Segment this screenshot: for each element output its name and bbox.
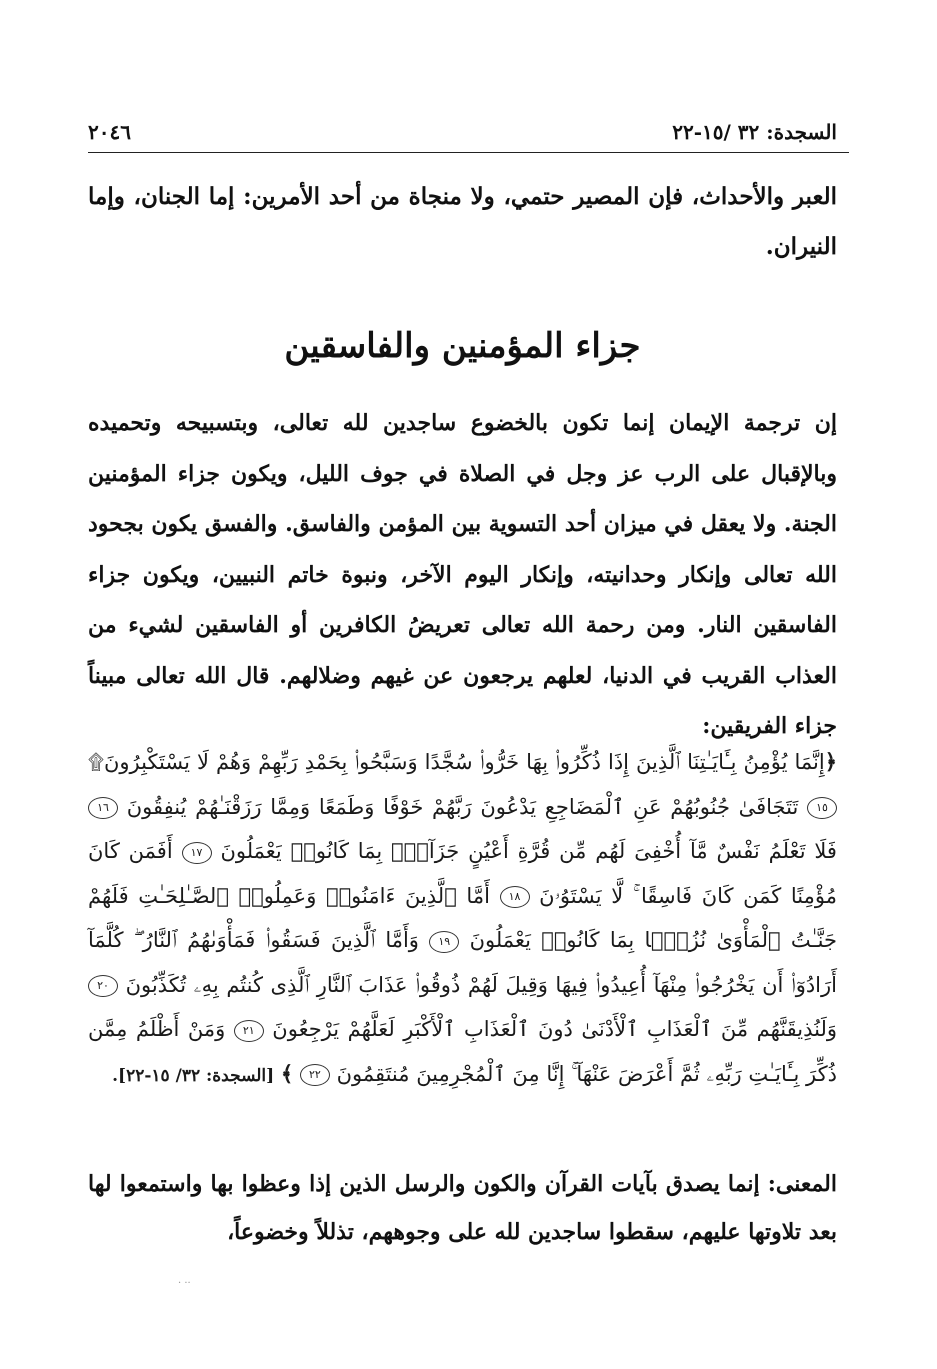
verse-text: وَأَمَّا ٱلَّذِينَ فَسَقُوا۟ فَمَأْوَىٰهُمُ ٱلنَّارُ ۖ كُلَّمَآ أَرَادُوٓا۟ أَن يَخْرُجُوا۟ مِنْهَآ أُعِيدُوا۟ فِيهَا وَقِيلَ لَهُمْ ذُوقُوا۟ عَذَابَ ٱلنَّارِ ٱلَّذِى كُنتُم بِهِۦ تُكَذِّبُونَ	[88, 928, 837, 997]
carry-over-paragraph: العبر والأحداث، فإن المصير حتمي، ولا منجاة من أحد الأمرين: إما الجنان، وإما النيران.	[88, 183, 837, 260]
quran-open-bracket: ﴿	[824, 749, 837, 774]
header-rule	[88, 152, 849, 153]
page-number: ٢٠٤٦	[88, 120, 131, 144]
surah-reference: السجدة: ٣٢ /١٥-٢٢	[672, 120, 837, 144]
verse-text: وَمَنْ أَظْلَمُ مِمَّن ذُكِّرَ بِـَٔايَـٰتِ رَبِّهِۦ ثُمَّ أَعْرَضَ عَنْهَآ ۚ إِنَّا مِنَ ٱلْمُجْرِمِينَ مُنتَقِمُونَ	[88, 1017, 837, 1086]
verse-text: فَلَا تَعْلَمُ نَفْسٌ مَّآ أُخْفِىَ لَهُم مِّن قُرَّةِ أَعْيُنٍ جَزَآءًۢ بِمَا كَانُوا۟ يَعْمَلُونَ	[220, 839, 837, 863]
verse-number: ٢١	[234, 1020, 264, 1042]
verse-text: تَتَجَافَىٰ جُنُوبُهُمْ عَنِ ٱلْمَضَاجِعِ يَدْعُونَ رَبَّهُمْ خَوْفًا وَطَمَعًا وَمِمَّا رَزَقْنَـٰهُمْ يُنفِقُونَ	[126, 794, 799, 819]
quran-close-bracket: ﴾	[280, 1060, 294, 1086]
verse-text: إِنَّمَا يُؤْمِنُ بِـَٔايَـٰتِنَا ٱلَّذِينَ إِذَا ذُكِّرُوا۟ بِهَا خَرُّوا۟ سُجَّدًا وَسَبَّحُوا۟ بِحَمْدِ رَبِّهِمْ وَهُمْ لَا يَسْتَكْبِرُونَ۩	[88, 750, 825, 774]
verse-number: ٢٢	[300, 1064, 330, 1086]
verse-number: ١٩	[429, 931, 459, 953]
meaning-paragraph: المعنى: إنما يصدق بآيات القرآن والكون والرسل الذين إذا وعظوا بها واستمعوا لها بعد تلاوتها عليهم، سقطوا ساجدين لله على وجوههم، تذللاً وخضوعاً،	[88, 1171, 837, 1245]
verse-number: ١٧	[182, 842, 212, 864]
verse-text: أَفَمَن كَانَ مُؤْمِنًا كَمَن كَانَ فَاسِقًا ۚ لَّا يَسْتَوُۥنَ	[88, 839, 837, 908]
stray-marks: ·· ·	[178, 1278, 191, 1289]
verse-number: ١٨	[500, 886, 530, 908]
verse-number: ١٥	[807, 797, 837, 819]
intro-paragraph: إن ترجمة الإيمان إنما تكون بالخضوع ساجدين لله تعالى، وبتسبيحه وتحميده وبالإقبال على الرب عز وجل في الصلاة في جوف الليل، ويكون جزاء المؤمنين الجنة. ولا يعقل في ميزان أحد التسوية بين المؤمن والفاسق. والفسق يكون بجحود الله تعالى وإنكار وحدانيته، وإنكار اليوم الآخر، ونبوة خاتم النبيين، ويكون جزاء الفاسقين النار. ومن رحمة الله تعالى تعريضُ الكافرين أو الفاسقين لشيء من العذاب القريب في الدنيا، لعلهم يرجعون عن غيهم وضلالهم. قال الله تعالى مبيناً جزاء الفريقين:	[88, 410, 837, 739]
verse-list	[88, 750, 837, 1086]
verse-number: ٢٠	[88, 975, 118, 997]
verse-text: أَمَّا ٱلَّذِينَ ءَامَنُوا۟ وَعَمِلُوا۟ ٱلصَّـٰلِحَـٰتِ فَلَهُمْ جَنَّـٰتُ ٱلْمَأْوَىٰ نُزُلًۢا بِمَا كَانُوا۟ يَعْمَلُونَ	[88, 883, 837, 952]
quran-passage	[88, 740, 837, 1098]
section-heading: جزاء المؤمنين والفاسقين	[284, 326, 641, 366]
verse-text: وَلَنُذِيقَنَّهُم مِّنَ ٱلْعَذَابِ ٱلْأَدْنَىٰ دُونَ ٱلْعَذَابِ ٱلْأَكْبَرِ لَعَلَّهُمْ يَرْجِعُونَ	[272, 1017, 837, 1041]
running-header	[88, 110, 837, 154]
verse-number: ١٦	[88, 797, 118, 819]
quran-citation: [السجدة: ٣٢/ ١٥-٢٢].	[112, 1065, 275, 1086]
